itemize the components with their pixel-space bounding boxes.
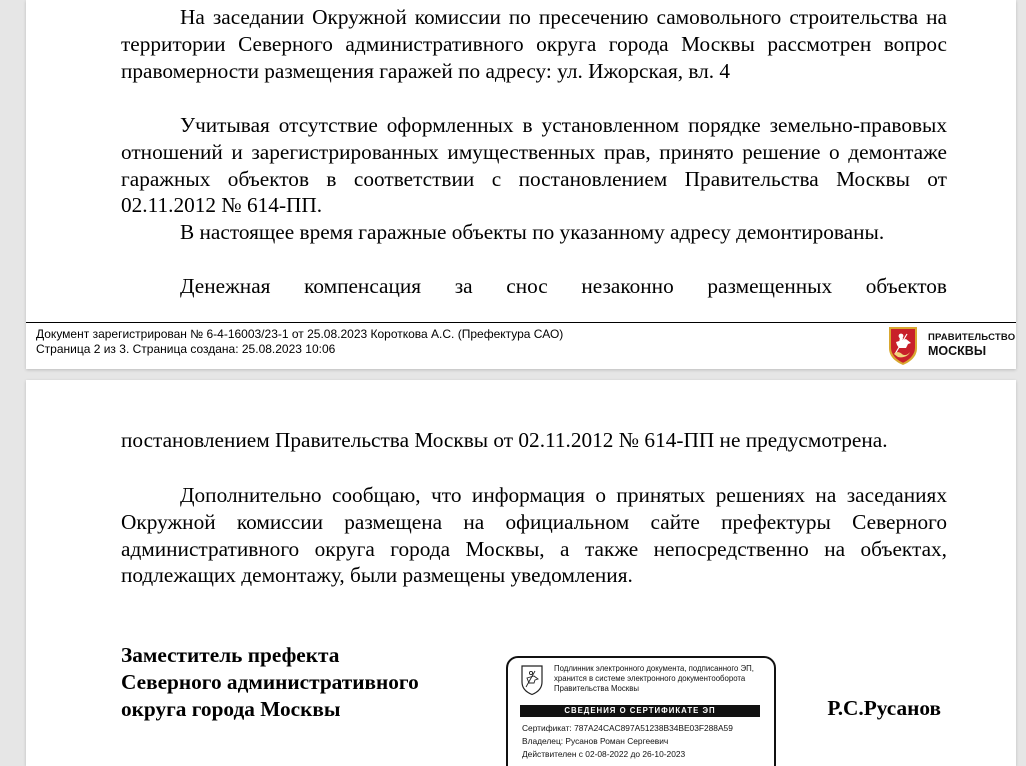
stamp-owner: Владелец: Русанов Роман Сергеевич [522, 736, 669, 746]
electronic-signature-stamp [506, 656, 776, 766]
signatory-title-line: Северного административного [121, 669, 419, 694]
stamp-certificate-number: Сертификат: 787A24CAC897A51238B34BE03F288A59 [522, 723, 733, 733]
footer-divider [26, 322, 1016, 323]
stamp-validity: Действителен с 02-08-2022 до 26-10-2023 [522, 749, 686, 759]
logo-text-moscow: МОСКВЫ [928, 344, 987, 358]
paragraph-demolition-decision: Учитывая отсутствие оформленных в установленном порядке земельно-правовых отношений и зарегистрированных имущественных прав, принято решение о демонтаже гаражных объектов в соответствии с постановлением Правительства Москвы от 02.11.2012 № 614-ПП. [121, 113, 947, 218]
moscow-government-logo [886, 324, 1016, 368]
signatory-title [121, 642, 419, 722]
logo-text-government: ПРАВИТЕЛЬСТВО [928, 332, 1016, 343]
signatory-title-line: Заместитель префекта [121, 643, 340, 667]
footer-registration-info: Документ зарегистрирован № 6-4-16003/23-1 от 25.08.2023 Короткова А.С. (Префектура САО) [36, 327, 564, 341]
stamp-original-note: Подлинник электронного документа, подписанного ЭП, хранится в системе электронного документооборота Правительства Москвы [554, 664, 754, 693]
stamp-certificate-header: СВЕДЕНИЯ О СЕРТИФИКАТЕ ЭП [520, 705, 760, 717]
paragraph-additional-info: Дополнительно сообщаю, что информация о принятых решениях на заседаниях Окружной комиссии размещена на официальном сайте префектуры Северного административного округа города Москвы, а также непосредственно на объектах, подлежащих демонтажу, были размещены уведомления. [121, 483, 947, 588]
moscow-emblem-outline-icon [520, 664, 544, 696]
paragraph-garages-dismantled: В настоящее время гаражные объекты по указанному адресу демонтированы. [180, 220, 885, 244]
signatory-title-line: округа города Москвы [121, 696, 341, 721]
document-page-3 [26, 380, 1016, 766]
moscow-coat-of-arms-icon [886, 324, 920, 366]
paragraph-compensation-start: Денежная компенсация за снос незаконно размещенных объектов [180, 274, 947, 298]
footer-page-info: Страница 2 из 3. Страница создана: 25.08.2023 10:06 [36, 342, 336, 356]
signatory-name: Р.С.Русанов [827, 696, 941, 720]
document-page-2 [26, 0, 1016, 369]
paragraph-commission-meeting: На заседании Окружной комиссии по пресечению самовольного строительства на территории Северного административного округа города Москвы рассмотрен вопрос правомерности размещения гаражей по адресу: ул. Ижорская, вл. 4 [121, 5, 947, 83]
paragraph-compensation-end: постановлением Правительства Москвы от 02.11.2012 № 614-ПП не предусмотрена. [121, 428, 888, 452]
